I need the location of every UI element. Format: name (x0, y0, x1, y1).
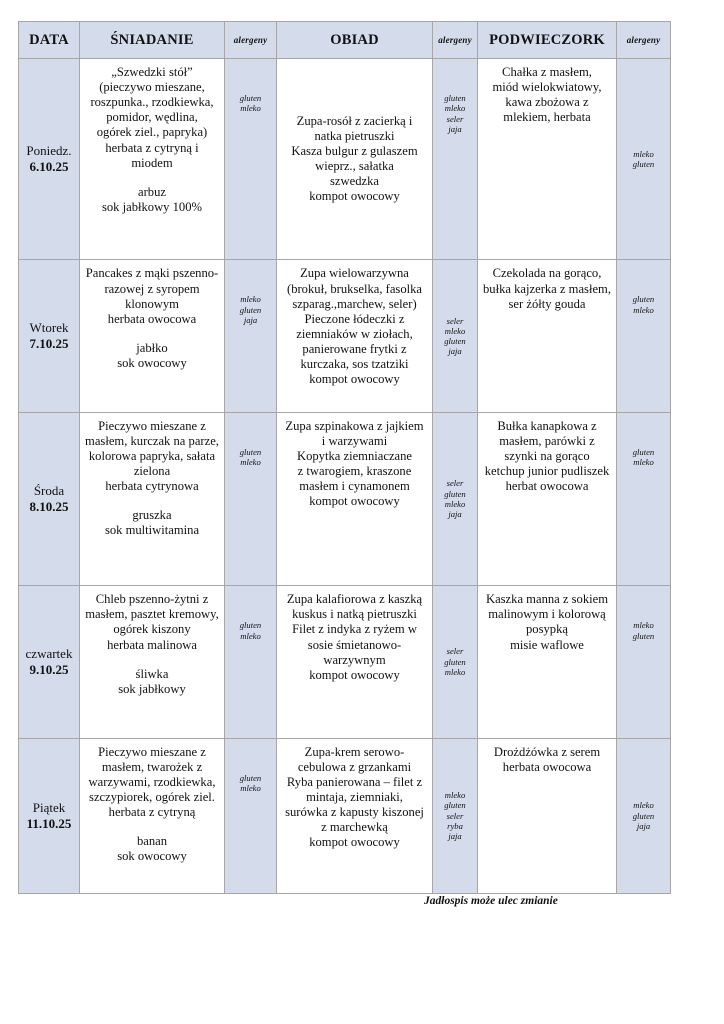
snack-allergens-line: mleko (633, 800, 654, 811)
snack-cell-line: Bułka kanapkowa z (497, 418, 597, 433)
day-name: Wtorek (29, 319, 69, 335)
breakfast-cell-line: Pieczywo mieszane z (98, 744, 206, 759)
breakfast-allergens (225, 586, 277, 738)
day-cell (19, 412, 80, 585)
lunch-cell-line: (brokuł, brukselka, fasolka (287, 281, 422, 296)
lunch-cell-line: Ryba panierowana – filet z (286, 774, 423, 789)
day-cell (19, 586, 80, 738)
snack-cell-line: posypką (526, 622, 568, 637)
snack-allergens (617, 260, 671, 412)
breakfast-allergens-line: mleko (240, 103, 261, 114)
lunch-cell-line: kompot owocowy (309, 189, 400, 204)
breakfast-cell-line: masłem, kurczak na parze, (85, 433, 219, 448)
breakfast-cell-line: sok jabłkowy 100% (101, 199, 203, 214)
lunch-allergens (433, 738, 478, 893)
lunch-allergens-line: gluten (444, 800, 466, 811)
lunch-cell-line: Zupa wielowarzywna (300, 266, 409, 281)
breakfast-cell-line: ogórek ziel., papryka) (96, 125, 208, 140)
snack-allergens-line: gluten (632, 294, 655, 305)
breakfast-cell-line: razowej z syropem (104, 281, 200, 296)
day-date: 8.10.25 (29, 499, 69, 515)
breakfast-cell-line (84, 171, 220, 185)
menu-table (18, 21, 671, 894)
breakfast-cell-line: masłem, twarożek z (101, 759, 203, 774)
lunch-cell-line: i warzywami (321, 433, 388, 448)
breakfast-allergens-line: mleko (240, 782, 261, 793)
breakfast-cell-line: sok owocowy (117, 849, 187, 864)
lunch-cell-line: Pieczone łódeczki z (304, 311, 405, 326)
lunch-cell-line: wieprz., sałatka (315, 159, 394, 174)
snack-allergens-line: jaja (636, 820, 651, 831)
snack-cell (478, 260, 617, 412)
lunch-cell-line: Zupa szpinakowa z jajkiem (285, 418, 424, 433)
lunch-allergens-line: mleko (444, 667, 466, 678)
breakfast-cell-line: herbata z cytryną i (105, 140, 199, 155)
breakfast-cell-line: sok jabłkowy (118, 681, 186, 696)
snack-cell-line: masłem, parówki z (499, 433, 595, 448)
lunch-allergens-line: seler (446, 646, 464, 657)
snack-allergens-line: mleko (633, 148, 654, 159)
breakfast-allergens-line: gluten (239, 93, 262, 103)
snack-allergens (617, 738, 671, 893)
breakfast-cell-line (84, 653, 220, 667)
breakfast-cell-line: ogórek kiszony (113, 622, 191, 637)
breakfast-cell (80, 260, 225, 412)
lunch-cell-line: kompot owocowy (309, 667, 400, 682)
breakfast-cell-line (84, 327, 220, 341)
header-breakfast: ŚNIADANIE (80, 22, 225, 59)
lunch-cell-line: natka pietruszki (314, 129, 395, 144)
day-name: Poniedz. (26, 142, 72, 158)
breakfast-cell-line: gruszka (132, 508, 172, 523)
day-cell (19, 59, 80, 260)
lunch-allergens-line: jaja (448, 346, 462, 357)
breakfast-cell-line: Chleb pszenno-żytni z (95, 592, 209, 607)
lunch-cell-line: kurczaka, sos tzatziki (300, 357, 409, 372)
breakfast-cell-line: herbata z cytryną (108, 805, 196, 820)
breakfast-cell-line: (pieczywo mieszane, (99, 80, 205, 95)
snack-cell (478, 586, 617, 738)
lunch-cell-line: surówka z kapusty kiszonej (285, 805, 424, 820)
lunch-cell-line: kompot owocowy (309, 494, 400, 509)
day-date: 9.10.25 (29, 661, 69, 677)
day-row (19, 412, 671, 585)
lunch-cell-line: Filet z indyka z ryżem w (292, 622, 417, 637)
breakfast-cell-line (84, 494, 220, 508)
header-lunch-allergens: alergeny (433, 22, 478, 59)
breakfast-cell-line (84, 820, 220, 834)
lunch-allergens-line: gluten (444, 488, 466, 499)
header-date: DATA (19, 22, 80, 59)
breakfast-allergens-line: mleko (240, 457, 261, 468)
lunch-cell-line: kuskus i natką pietruszki (292, 607, 417, 622)
day-date: 7.10.25 (29, 336, 69, 352)
lunch-cell-line: z marchewką (321, 820, 388, 835)
lunch-cell-line: Zupa-rosół z zacierką i (296, 113, 413, 128)
lunch-cell-line: kompot owocowy (309, 372, 400, 387)
snack-cell-line: kawa zbożowa z (505, 95, 589, 110)
lunch-cell (277, 586, 433, 738)
snack-allergens-line: mleko (633, 457, 654, 468)
lunch-cell-line: panierowane frytki z (302, 342, 407, 357)
snack-allergens-line: gluten (632, 446, 655, 457)
snack-cell-line: Kaszka manna z sokiem (485, 592, 609, 607)
day-date: 11.10.25 (26, 815, 72, 831)
lunch-cell-line: Zupa kalafiorowa z kaszką (286, 592, 423, 607)
lunch-allergens-line: mleko (444, 790, 466, 801)
lunch-allergens (433, 260, 478, 412)
lunch-allergens-line: jaja (448, 509, 462, 520)
lunch-cell (277, 738, 433, 893)
lunch-cell-line: ziemniaków w ziołach, (296, 326, 413, 341)
lunch-allergens-line: gluten (444, 656, 466, 667)
snack-cell-line: miód wielokwiatowy, (492, 80, 602, 95)
breakfast-cell-line: jabłko (136, 340, 168, 355)
lunch-cell-line: kompot owocowy (309, 835, 400, 850)
lunch-cell-line: szwedzka (330, 174, 379, 189)
lunch-cell-line: cebulowa z grzankami (297, 759, 412, 774)
snack-cell-line: szynki na gorąco (504, 449, 590, 464)
breakfast-allergens (225, 59, 277, 260)
lunch-allergens-line: mleko (444, 499, 466, 510)
lunch-allergens-line: seler (446, 113, 464, 124)
day-name: Piątek (32, 799, 66, 815)
lunch-allergens-line: ryba (447, 820, 463, 831)
snack-cell-line: Chałka z masłem, (502, 65, 592, 79)
lunch-allergens-line: jaja (448, 831, 462, 842)
breakfast-cell (80, 412, 225, 585)
breakfast-cell-line: herbata malinowa (107, 637, 197, 652)
breakfast-cell-line: klonowym (125, 296, 179, 311)
lunch-cell (277, 412, 433, 585)
lunch-cell-line: szparag.,marchew, seler) (292, 296, 417, 311)
snack-cell-line: herbata owocowa (502, 759, 592, 774)
breakfast-cell-line: sok multiwitamina (104, 523, 200, 538)
menu-body (19, 59, 671, 894)
breakfast-allergens (225, 412, 277, 585)
breakfast-cell-line: masłem, pasztet kremowy, (85, 607, 219, 622)
breakfast-allergens-line: gluten (239, 446, 262, 457)
breakfast-cell-line: sok owocowy (117, 356, 187, 371)
lunch-allergens-line: seler (446, 315, 464, 326)
breakfast-cell (80, 586, 225, 738)
snack-cell-line: ketchup junior pudliszek (484, 464, 610, 479)
lunch-cell-line: Kopytka ziemniaczane (296, 449, 413, 464)
lunch-allergens-line: gluten (444, 336, 466, 347)
breakfast-cell-line: miodem (131, 155, 173, 170)
snack-allergens-line: gluten (632, 810, 655, 821)
lunch-allergens-line: jaja (448, 123, 462, 134)
day-date: 6.10.25 (29, 159, 69, 175)
breakfast-allergens-line: mleko (240, 630, 261, 641)
snack-cell-line: Czekolada na gorąco, (492, 266, 602, 281)
lunch-cell-line: sosie śmietanowo- (307, 637, 402, 652)
snack-cell-line: misie waflowe (510, 637, 584, 652)
breakfast-cell-line: kolorowa papryka, sałata (88, 449, 216, 464)
snack-cell (478, 738, 617, 893)
breakfast-cell (80, 738, 225, 893)
breakfast-cell-line: banan (136, 834, 168, 849)
day-name: czwartek (25, 645, 73, 661)
day-name: Środa (33, 482, 65, 498)
snack-cell (478, 412, 617, 585)
lunch-cell-line: z twarogiem, kraszone (297, 464, 412, 479)
lunch-cell-line: Kasza bulgur z gulaszem (291, 144, 418, 159)
breakfast-cell-line: „Szwedzki stół” (111, 65, 193, 79)
breakfast-cell-line: pomidor, wędlina, (106, 110, 198, 125)
snack-allergens-line: mleko (633, 620, 654, 631)
breakfast-cell-line: Pieczywo mieszane z (98, 418, 206, 433)
lunch-allergens-line: gluten (444, 93, 466, 103)
lunch-allergens-line: seler (446, 478, 464, 489)
breakfast-cell-line: zielona (133, 464, 171, 479)
day-row (19, 586, 671, 738)
snack-allergens (617, 586, 671, 738)
breakfast-allergens-line: gluten (239, 620, 262, 631)
lunch-allergens (433, 586, 478, 738)
day-row (19, 59, 671, 260)
breakfast-allergens-line: mleko (240, 294, 261, 305)
day-cell (19, 260, 80, 412)
lunch-cell-line: mintaja, ziemniaki, (306, 789, 403, 804)
snack-allergens-line: gluten (632, 630, 655, 641)
lunch-allergens-line: mleko (444, 103, 466, 114)
breakfast-allergens (225, 738, 277, 893)
breakfast-allergens-line: jaja (243, 315, 258, 326)
breakfast-cell-line: herbata owocowa (107, 311, 197, 326)
lunch-cell-line: warzywnym (323, 652, 386, 667)
lunch-allergens-line: mleko (444, 325, 466, 336)
breakfast-allergens-line: gluten (239, 772, 262, 783)
snack-allergens-line: mleko (633, 304, 654, 315)
breakfast-cell-line: roszpunka., rzodkiewka, (90, 95, 214, 110)
lunch-allergens-line: seler (446, 810, 464, 821)
breakfast-allergens (225, 260, 277, 412)
snack-allergens-line: gluten (632, 159, 655, 170)
lunch-cell (277, 260, 433, 412)
breakfast-allergens-line: gluten (239, 304, 262, 315)
snack-cell-line: Drożdżówka z serem (493, 744, 601, 759)
lunch-cell-line: Zupa-krem serowo- (304, 744, 405, 759)
lunch-allergens (433, 59, 478, 260)
header-lunch: OBIAD (277, 22, 433, 59)
snack-allergens (617, 412, 671, 585)
day-cell (19, 738, 80, 893)
header-row (19, 22, 671, 59)
snack-cell-line: mlekiem, herbata (503, 110, 591, 125)
breakfast-cell-line: Pancakes z mąki pszenno- (85, 266, 219, 281)
snack-cell (478, 59, 617, 260)
breakfast-cell-line: arbuz (138, 184, 166, 199)
breakfast-cell-line: szczypiorek, ogórek ziel. (89, 789, 215, 804)
footer-note: Jadłospis może ulec zmianie (424, 895, 558, 907)
breakfast-cell (80, 59, 225, 260)
header-snack-allergens: alergeny (617, 22, 671, 59)
snack-allergens (617, 59, 671, 260)
breakfast-cell-line: śliwka (135, 666, 169, 681)
lunch-cell-line: masłem i cynamonem (299, 479, 410, 494)
snack-cell-line: ser żółty gouda (508, 296, 586, 311)
breakfast-cell-line: warzywami, rzodkiewka, (88, 774, 216, 789)
header-breakfast-allergens: alergeny (225, 22, 277, 59)
lunch-allergens (433, 412, 478, 585)
day-row (19, 260, 671, 412)
breakfast-cell-line: herbata cytrynowa (105, 479, 199, 494)
snack-cell-line: malinowym i kolorową (488, 607, 606, 622)
header-snack: PODWIECZORK (478, 22, 617, 59)
snack-cell-line: herbat owocowa (505, 479, 589, 494)
snack-cell-line: bułka kajzerka z masłem, (483, 281, 611, 296)
lunch-cell (277, 59, 433, 260)
day-row (19, 738, 671, 893)
